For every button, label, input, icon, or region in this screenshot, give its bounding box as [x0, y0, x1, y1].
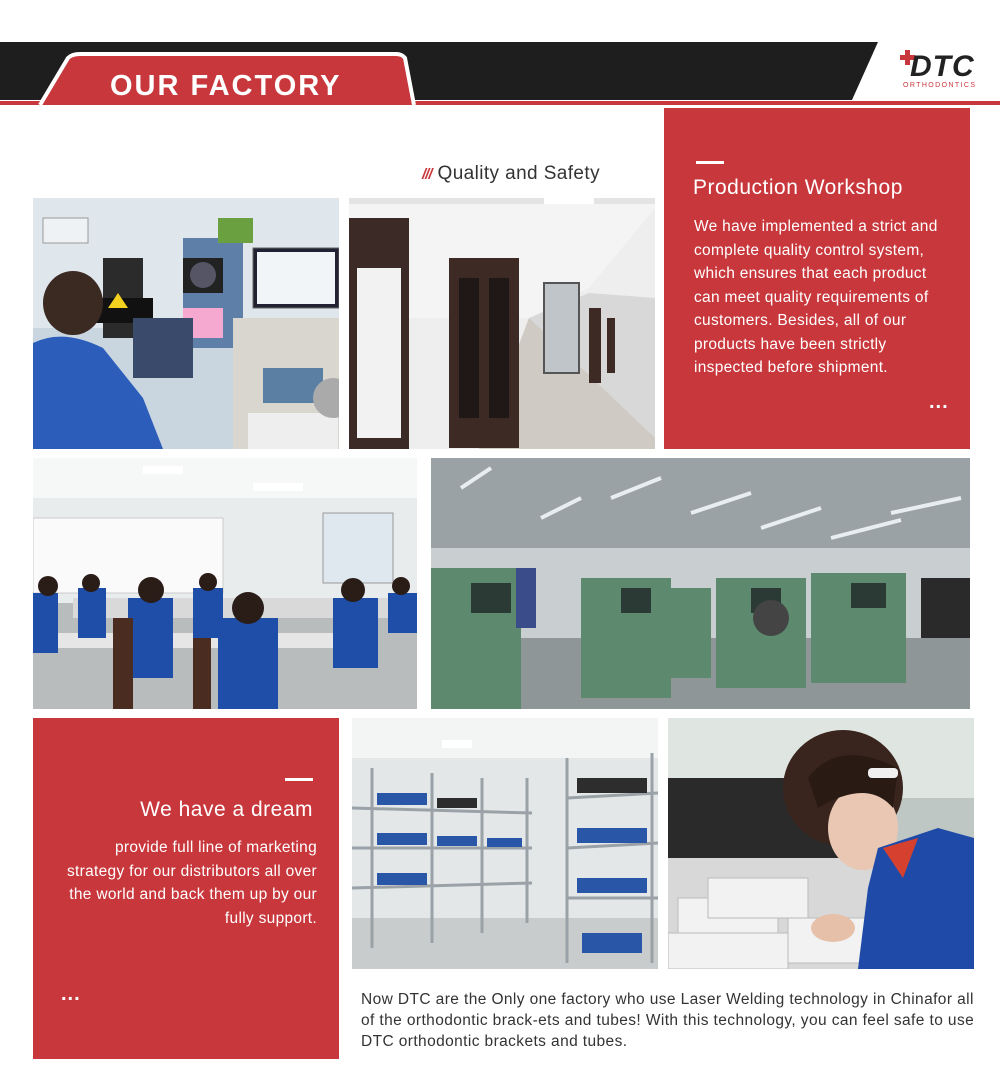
laser-welding-station-photo	[33, 198, 339, 449]
more-dots-icon[interactable]: ...	[61, 983, 81, 1005]
quality-and-safety-label	[422, 163, 600, 185]
logo-subtitle: ORTHODONTICS	[903, 82, 977, 89]
slash-marks: ///	[422, 166, 432, 183]
corridor-photo	[349, 198, 655, 449]
warehouse-shelves-photo	[352, 718, 658, 969]
logo-text: DTC	[910, 50, 975, 83]
more-dots-icon[interactable]: ...	[929, 391, 949, 413]
production-workshop-panel	[664, 108, 970, 449]
worker-packing-photo	[668, 718, 974, 969]
dream-title: We have a dream	[140, 798, 313, 821]
panel-dash	[285, 778, 313, 781]
laser-welding-statement: Now DTC are the Only one factory who use Laser Welding technology in Chinafor all of the orthodontic brack-ets and tubes! With this technology, you can feel safe to use DTC orthodontic brackets and tubes.	[361, 991, 975, 1050]
dream-panel	[33, 718, 339, 1059]
panel-dash	[696, 161, 724, 164]
quality-label-text: Quality and Safety	[437, 163, 600, 184]
page-title: OUR FACTORY	[110, 70, 342, 102]
dream-text: provide full line of marketing strategy for our distributors all over the world and back them up by our fully support.	[66, 839, 317, 927]
machinery-hall-photo	[431, 458, 970, 709]
workers-at-benches-photo	[33, 458, 417, 709]
production-workshop-title: Production Workshop	[693, 176, 903, 199]
production-workshop-text: We have implemented a strict and complete quality control system, which ensures that each product can meet quality requirements of customers. Besides, all of our products have been strictly inspected before shipment.	[694, 218, 938, 376]
